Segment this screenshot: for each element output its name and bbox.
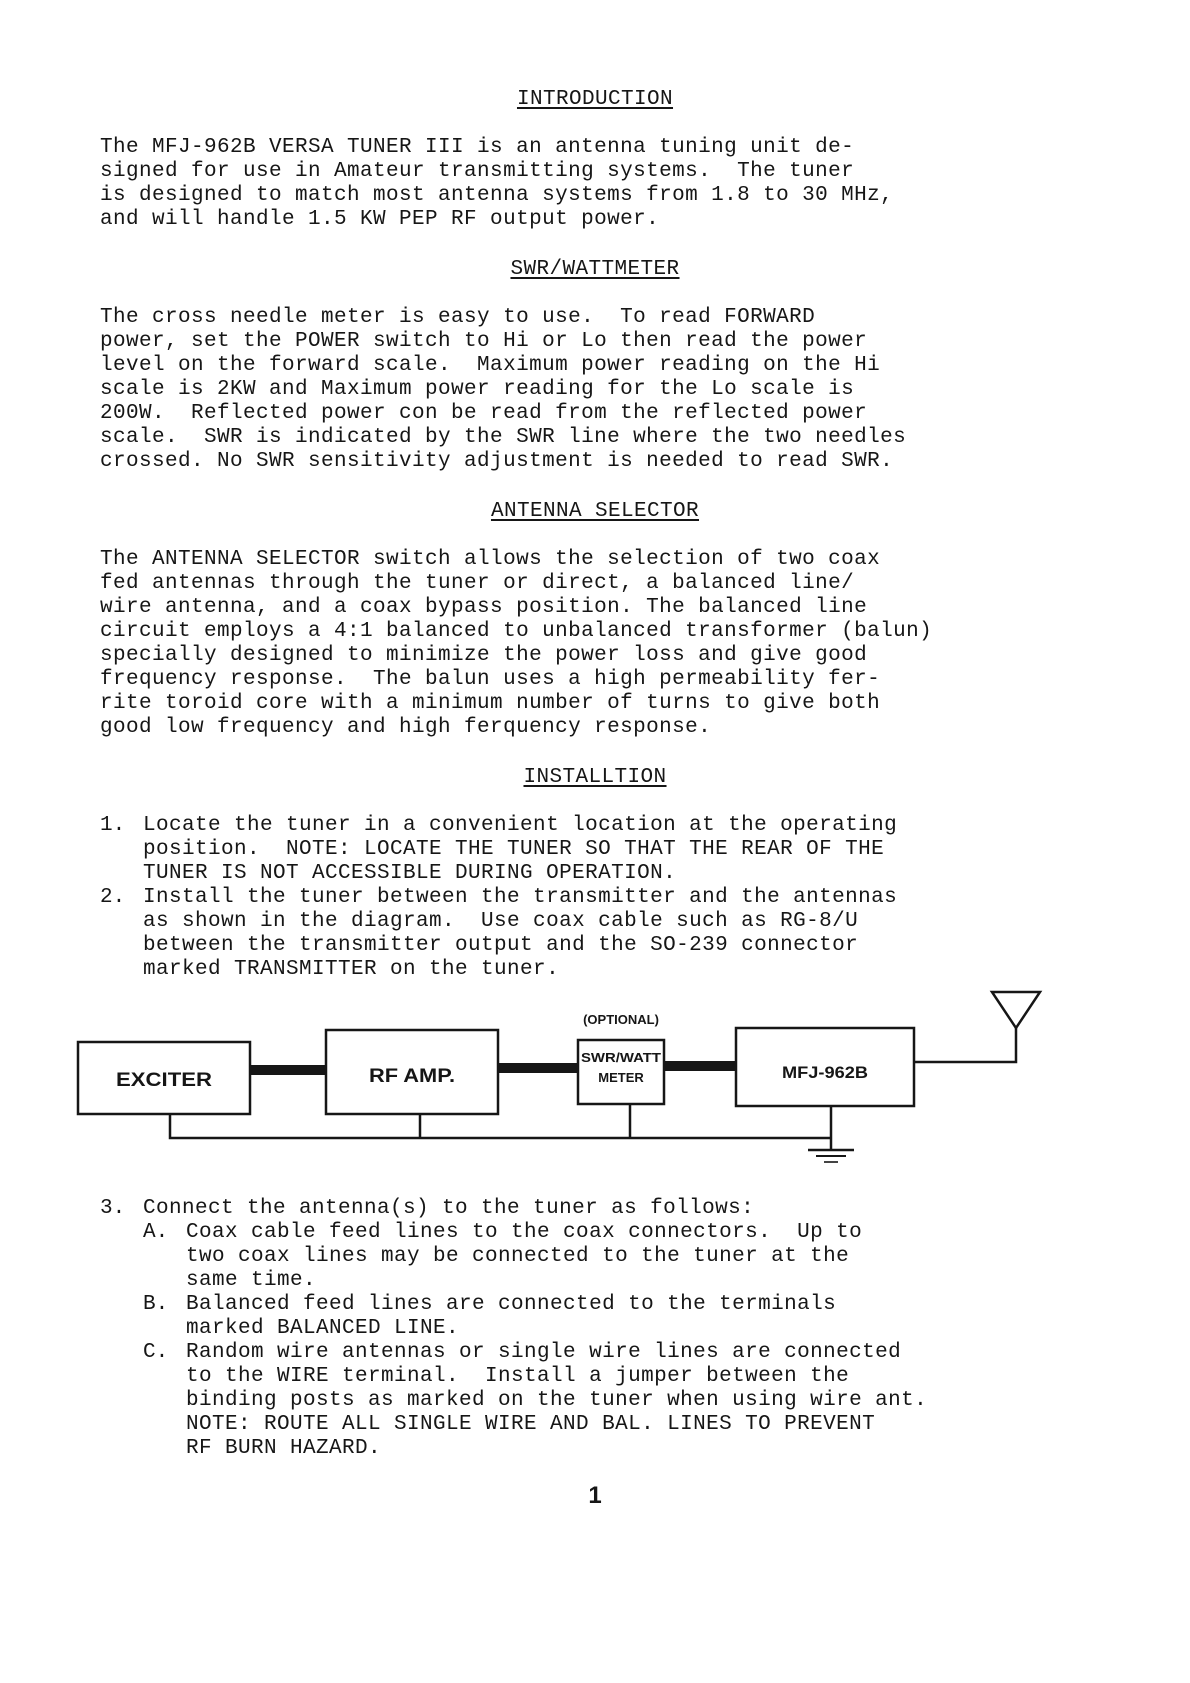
step-3-number: 3. [100, 1197, 126, 1220]
coax-link-amp-meter [498, 1063, 578, 1073]
antenna-selector-heading: ANTENNA SELECTOR [490, 500, 700, 523]
optional-label: (OPTIONAL) [583, 1012, 659, 1027]
page-number: 1 [588, 1482, 602, 1509]
installation-heading: INSTALLTION [523, 766, 667, 789]
introduction-paragraph: The MFJ-962B VERSA TUNER III is an antenna tuning unit de- signed for use in Amateur transmitting systems. The tuner is designed to match most antenna systems from 1.8 to 30 MHz, and will handle 1.5 KW PEP RF output power. [100, 136, 894, 231]
step-3c-text: Random wire antennas or single wire lines are connected to the WIRE terminal. Install a jumper between the binding posts as marked on the tuner when using wire ant. NOTE: ROUTE ALL SINGLE WIRE AND BAL. LINES TO PREVENT RF BURN HAZARD. [186, 1341, 928, 1460]
rf-amp-label: RF AMP. [369, 1066, 455, 1087]
tuner-label: MFJ-962B [782, 1063, 868, 1082]
step-3b-letter: B. [143, 1293, 169, 1316]
step-3a-letter: A. [143, 1221, 169, 1244]
connection-diagram [70, 990, 1070, 1170]
step-1-text: Locate the tuner in a convenient location at the operating position. NOTE: LOCATE THE TUNER SO THAT THE REAR OF THE TUNER IS NOT ACCESSIBLE DURING OPERATION. [143, 814, 898, 885]
step-3c-letter: C. [143, 1341, 169, 1364]
antenna-feed-line [914, 1028, 1016, 1062]
antenna-symbol [992, 992, 1040, 1028]
swr-wattmeter-heading: SWR/WATTMETER [510, 258, 680, 281]
step-1-number: 1. [100, 814, 126, 837]
coax-link-meter-tuner [664, 1061, 736, 1071]
meter-label-top: SWR/WATT [581, 1050, 662, 1065]
swr-wattmeter-paragraph: The cross needle meter is easy to use. To read FORWARD power, set the POWER switch to Hi or Lo then read the power level on the forward scale. Maximum power reading on the Hi scale is 2KW and Maximum power reading for the Lo scale is 200W. Reflected power con be read from the reflected power scale. SWR is indicated by the SWR line where the two needles crossed. No SWR sensitivity adjustment is needed to read SWR. [100, 306, 907, 473]
exciter-label: EXCITER [116, 1070, 213, 1091]
antenna-selector-paragraph: The ANTENNA SELECTOR switch allows the selection of two coax fed antennas through the tuner or direct, a balanced line/ wire antenna, and a coax bypass position. The balanced line circuit employs a 4:1 balanced to unbalanced transformer (balun) specially designed to minimize the power loss and give good frequency response. The balun uses a high permeability fer- rite toroid core with a minimum number of turns to give both good low frequency and high ferquency response. [100, 548, 933, 739]
step-3a-text: Coax cable feed lines to the coax connectors. Up to two coax lines may be connected to the tuner at the same time. [186, 1221, 863, 1292]
meter-label-bottom: METER [598, 1070, 644, 1085]
step-2-text: Install the tuner between the transmitter and the antennas as shown in the diagram. Use coax cable such as RG-8/U between the transmitter output and the SO-239 connector marked TRANSMITTER on the tuner. [143, 886, 898, 981]
coax-link-exciter-amp [250, 1065, 326, 1075]
step-3-text: Connect the antenna(s) to the tuner as follows: [143, 1197, 755, 1220]
introduction-heading: INTRODUCTION [516, 88, 674, 111]
step-3b-text: Balanced feed lines are connected to the terminals marked BALANCED LINE. [186, 1293, 837, 1340]
step-2-number: 2. [100, 886, 126, 909]
ground-bus [170, 1114, 831, 1138]
